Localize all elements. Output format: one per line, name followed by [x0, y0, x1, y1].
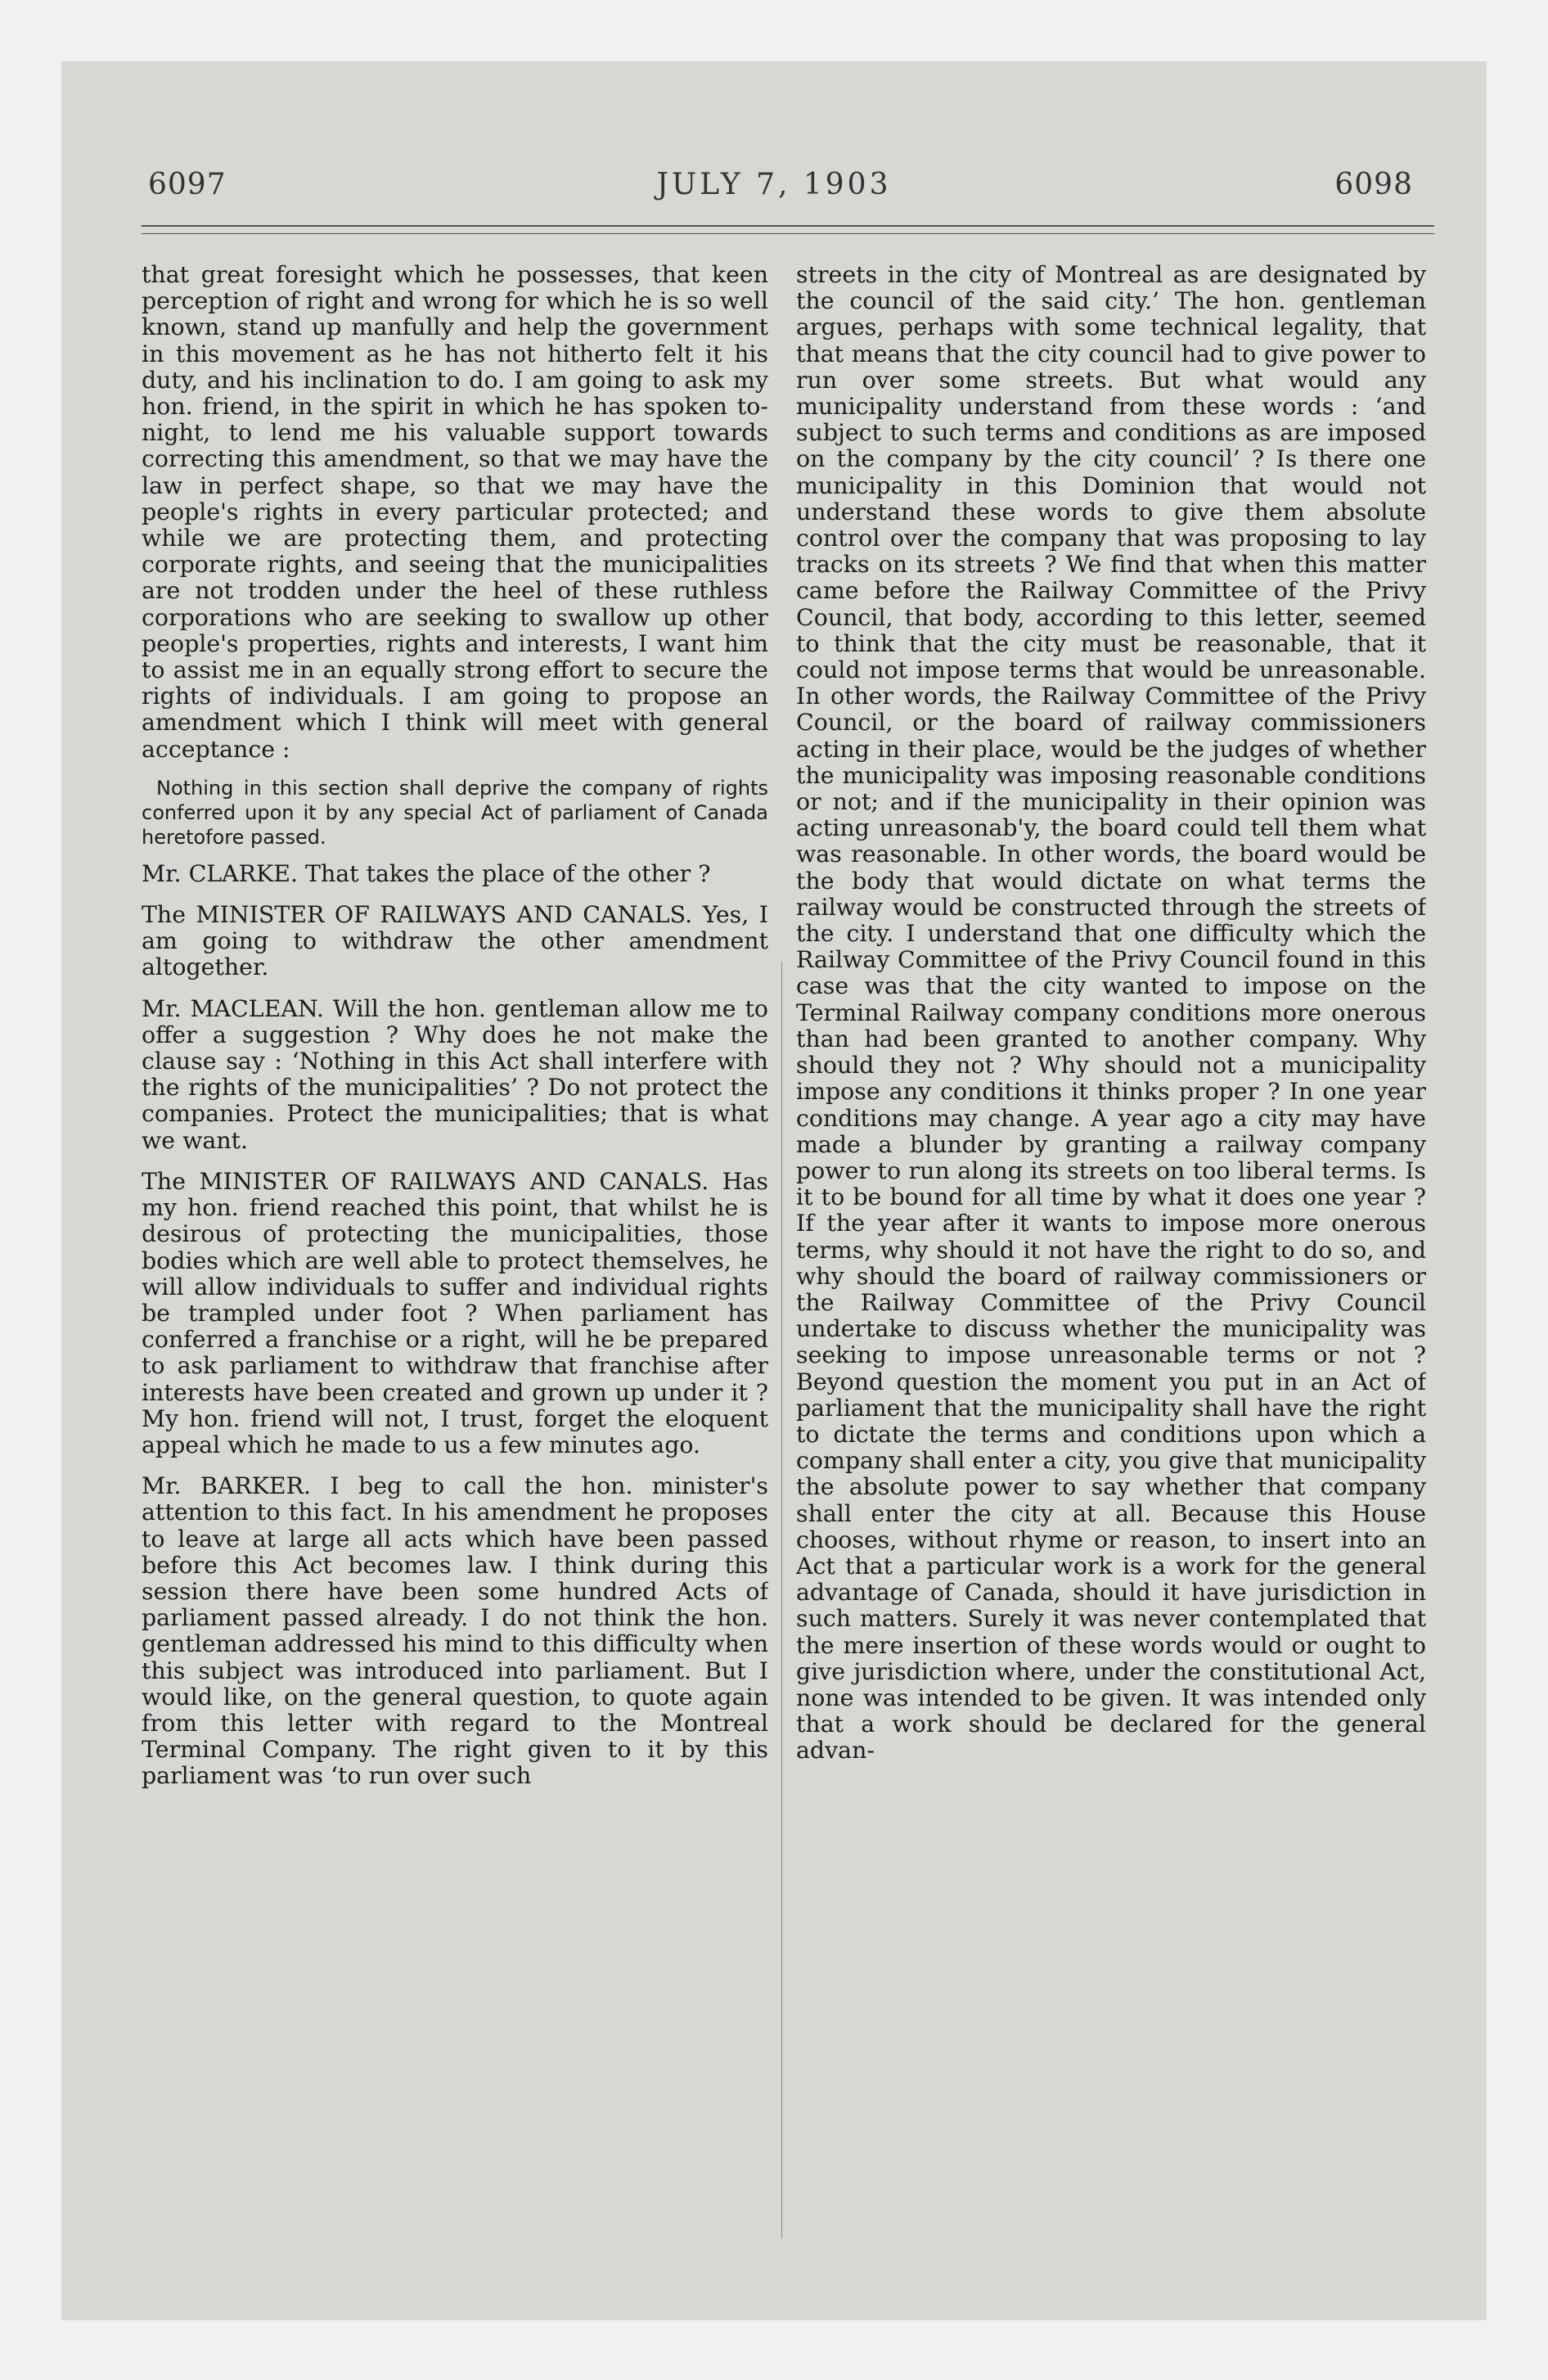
page-number-right: 6098 [1334, 168, 1413, 201]
quoted-amendment: Nothing in this section shall deprive the company of rights conferred upon it by any special Act of parliament of Canada heretofore passed. [142, 776, 768, 849]
paragraph: Mr. MACLEAN. Will the hon. gentleman allow me to offer a suggestion ? Why does he not make the clause say : ‘Nothing in this Act shall interfere with the rights of the municipalities’ ? Do not protect the companies. Protect the municipalities; that is what we want. [142, 994, 768, 1154]
page-number-left: 6097 [148, 168, 227, 201]
header-rule [142, 225, 1434, 227]
paragraph: The MINISTER OF RAILWAYS AND CANALS. Has my hon. friend reached this point, that whilst he is desirous of protecting the municipalities, those bodies which are well able to protect themselves, he will allow individuals to suffer and individual rights be trampled under foot ? When parliament has conferred a franchise or a right, will he be prepared to ask parliament to withdraw that franchise after interests have been created and grown up under it ? My hon. friend will not, I trust, forget the eloquent appeal which he made to us a few minutes ago. [142, 1167, 768, 1458]
paragraph: streets in the city of Montreal as are designated by the council of the said city.’ The hon. gentleman argues, perhaps with some technical legality, that that means that the city council had to give power to run over some streets. But what would any municipality understand from these words : ‘and subject to such terms and conditions as are imposed on the company by the city council’ ? Is there one municipality in this Dominion that would not understand these words to give them absolute control over the company that was proposing to lay tracks on its streets ? We find that when this matter came before the Railway Committee of the Privy Council, that body, according to this letter, seemed to think that the city must be reasonable, that it could not impose terms that would be unreasonable. In other words, the Railway Committee of the Privy Council, or the board of railway commissioners acting in their place, would be the judges of whether the municipality was imposing reasonable conditions or not; and if the municipality in their opinion was acting unreasonab'y, the board could tell them what was reasonable. In other words, the board would be the body that would dictate on what terms the railway would be constructed through the streets of the city. I understand that one difficulty which the Railway Committee of the Privy Council found in this case was that the city wanted to impose on the Terminal Railway company conditions more onerous than had been granted to another company. Why should they not ? Why should not a municipality impose any conditions it thinks proper ? In one year conditions may change. A year ago a city may have made a blunder by granting a railway company power to run along its streets on too liberal terms. Is it to be bound for all time by what it does one year ? If the year after it wants to impose more onerous terms, why should it not have the right to do so, and why should the board of railway commissioners or the Railway Committee of the Privy Council undertake to discuss whether the municipality was seeking to impose unreasonable terms or not ? Beyond question the moment you put in an Act of parliament that the municipality shall have the right to dictate the terms and conditions upon which a company shall enter a city, you give that municipality the absolute power to say whether that company shall enter the city at all. Because this House chooses, without rhyme or reason, to insert into an Act that a particular work is a work for the general advantage of Canada, should it have jurisdiction in such matters. Surely it was never contemplated that the mere insertion of these words would or ought to give jurisdiction where, under the constitutional Act, none was intended to be given. It was intended only that a work should be declared for the general advan- [796, 262, 1426, 1765]
left-column [142, 262, 768, 2243]
header-rule-thin [142, 233, 1434, 234]
paragraph: The MINISTER OF RAILWAYS AND CANALS. Yes, I am going to withdraw the other amendment altogether. [142, 901, 768, 981]
paragraph: that great foresight which he possesses, that keen perception of right and wrong for which he is so well known, stand up manfully and help the government in this movement as he has not hitherto felt it his duty, and his inclination to do. I am going to ask my hon. friend, in the spirit in which he has spoken to-night, to lend me his valuable support towards correcting this amendment, so that we may have the law in perfect shape, so that we may have the people's rights in every particular protected; and while we are protecting them, and protecting corporate rights, and seeing that the municipalities are not trodden under the heel of these ruthless corporations who are seeking to swallow up other people's properties, rights and interests, I want him to assist me in an equally strong effort to secure the rights of individuals. I am going to propose an amendment which I think will meet with general acceptance : [142, 262, 768, 763]
document-page [61, 61, 1487, 2320]
column-divider [781, 962, 782, 2238]
running-head-date: JULY 7, 1903 [656, 168, 892, 201]
paragraph: Mr. BARKER. I beg to call the hon. minister's attention to this fact. In his amendment he proposes to leave at large all acts which have been passed before this Act becomes law. I think during this session there have been some hundred Acts of parliament passed already. I do not think the hon. gentleman addressed his mind to this difficulty when this subject was introduced into parliament. But I would like, on the general question, to quote again from this letter with regard to the Montreal Terminal Company. The right given to it by this parliament was ‘to run over such [142, 1472, 768, 1790]
paragraph: Mr. CLARKE. That takes the place of the other ? [142, 859, 711, 887]
right-column [796, 262, 1426, 2243]
